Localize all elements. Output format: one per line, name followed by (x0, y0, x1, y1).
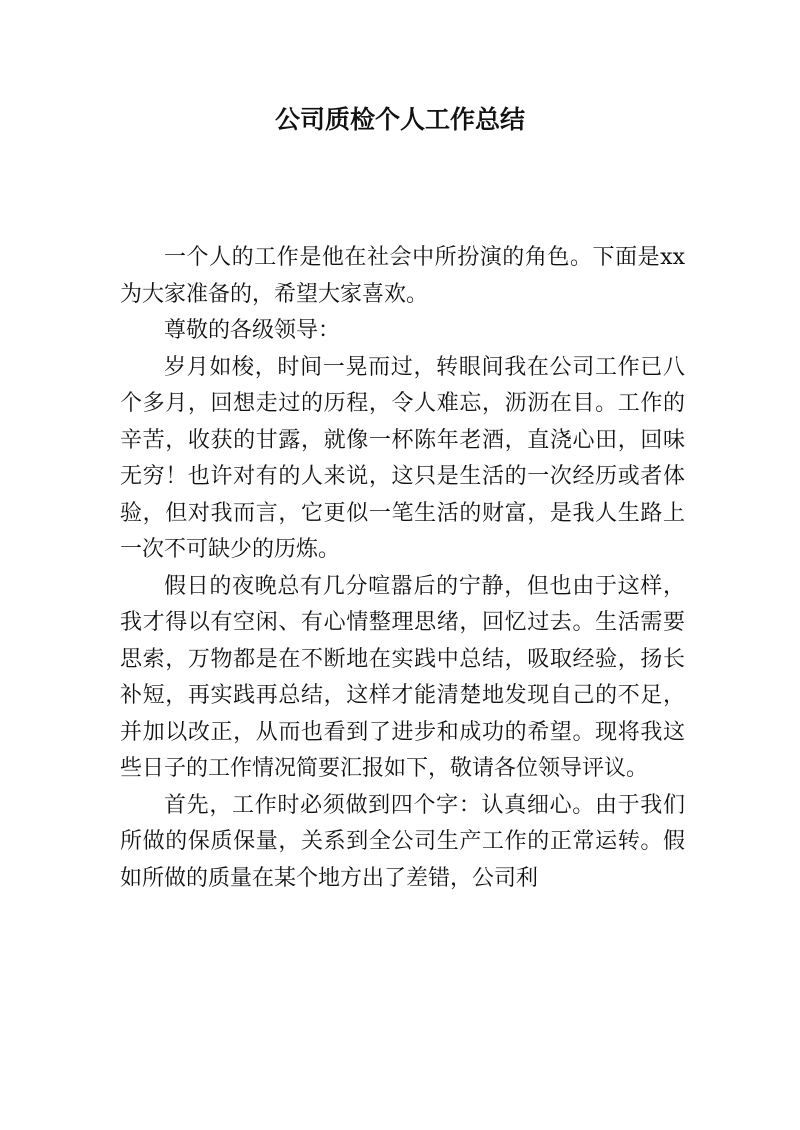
document-title: 公司质检个人工作总结 (274, 105, 525, 134)
paragraph-first-point: 首先，工作时必须做到四个字：认真细心。由于我们所做的保质保量，关系到全公司生产工作的正常运转。假如所做的质量在某个地方出了差错，公司利 (120, 792, 685, 891)
paragraph-summary-purpose: 假日的夜晚总有几分喧嚣后的宁静，但也由于这样，我才得以有空闲、有心情整理思绪，回忆过去。生活需要思索，万物都是在不断地在实践中总结，吸取经验，扬长补短，再实践再总结，这样才能清楚地发现自己的不足，并加以改正，从而也看到了进步和成功的希望。现将我这些日子的工作情况简要汇报如下，敬请各位领导评议。 (120, 573, 685, 781)
paragraph-reflection: 岁月如梭，时间一晃而过，转眼间我在公司工作已八个多月，回想走过的历程，令人难忘，沥沥在目。工作的辛苦，收获的甘露，就像一杯陈年老酒，直浇心田，回味无穷！也许对有的人来说，这只是生活的一次经历或者体验，但对我而言，它更似一笔生活的财富，是我人生路上一次不可缺少的历炼。 (120, 354, 685, 562)
document-body (120, 240, 685, 897)
paragraph-salutation: 尊敬的各级领导： (164, 318, 341, 343)
paragraph-intro: 一个人的工作是他在社会中所扮演的角色。下面是xx为大家准备的，希望大家喜欢。 (120, 245, 685, 307)
